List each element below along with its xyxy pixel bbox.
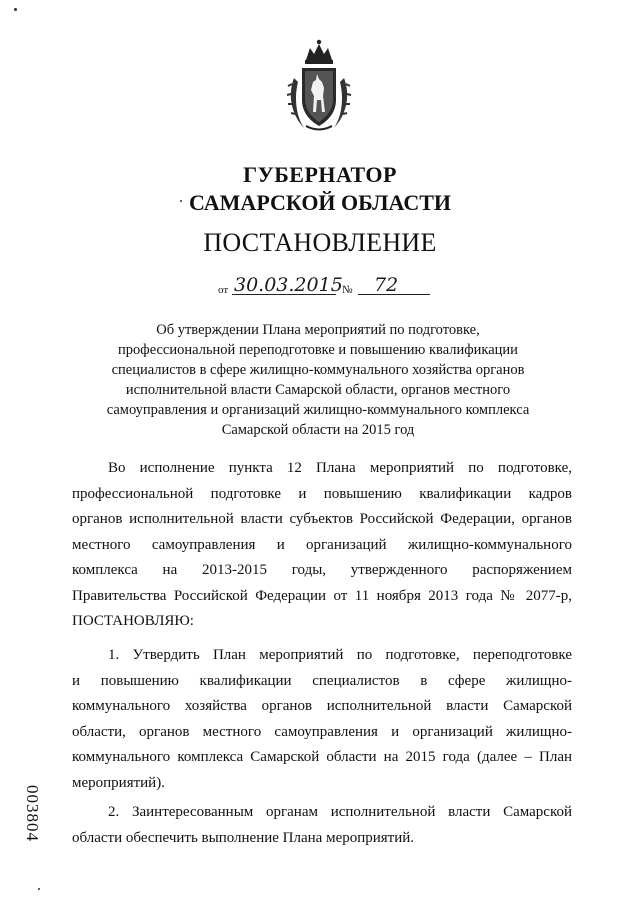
subject-line: специалистов в сфере жилищно-коммунального хозяйства органов [111,362,525,378]
preamble-paragraph [72,456,572,635]
body-line: органов исполнительной власти субъектов Российской Федерации, органов [72,511,572,527]
number-label: № [342,284,353,296]
body-line: Во исполнение пункта 12 Плана мероприятий по подготовке, [108,460,572,476]
body-line: области, органов местного самоуправления и организаций жилищно- [72,723,572,740]
body-line: 2. Заинтересованным органам исполнительной власти Самарской [108,804,572,820]
document-subject [96,320,540,440]
item-2-paragraph [72,800,572,851]
body-line: местного самоуправления и организаций жилищно-коммунального [72,536,572,553]
subject-line: исполнительной власти Самарской области, органов местного [125,382,511,398]
body-line: коммунального хозяйства органов исполнительной власти Самарской [72,698,572,714]
handwritten-date: 30.03.2015 [234,274,343,296]
coat-of-arms-emblem [286,38,352,134]
handwritten-number: 72 [374,274,399,296]
date-from-label: от [218,284,229,296]
scan-speck [180,200,182,202]
body-line: и повышению квалификации специалистов в сфере жилищно- [72,672,572,689]
scan-speck [38,888,40,890]
subject-line: профессиональной переподготовке и повышению квалификации [118,342,518,358]
issuer-title-line2: САМАРСКОЙ ОБЛАСТИ [188,190,452,215]
decree-keyword: ПОСТАНОВЛЯЮ: [72,613,194,629]
body-line: комплекса на 2013-2015 годы, утвержденного распоряжением [72,562,572,578]
body-line: области обеспечить выполнение Плана мероприятий. [72,829,415,846]
subject-line: Самарской области на 2015 год [221,422,415,438]
issuer-title-line1: ГУБЕРНАТОР [243,162,397,187]
scan-speck [14,8,17,11]
body-line: мероприятий). [72,774,165,791]
side-registration-stamp: 003804 [23,785,42,842]
document-type-heading: ПОСТАНОВЛЕНИЕ [203,228,437,257]
subject-line: самоуправления и организаций жилищно-коммунального комплекса [106,402,530,418]
date-number-line [218,276,433,300]
body-line: профессиональной подготовке и повышению квалификации кадров [72,485,572,502]
subject-line: Об утверждении Плана мероприятий по подготовке, [156,322,480,338]
body-line: 1. Утвердить План мероприятий по подготовке, переподготовке [108,647,572,663]
item-1-paragraph [72,643,572,796]
body-line: Правительства Российской Федерации от 11 ноября 2013 года № 2077-р, [72,587,572,604]
body-line: коммунального комплекса Самарской области на 2015 года (далее – План [72,749,572,765]
